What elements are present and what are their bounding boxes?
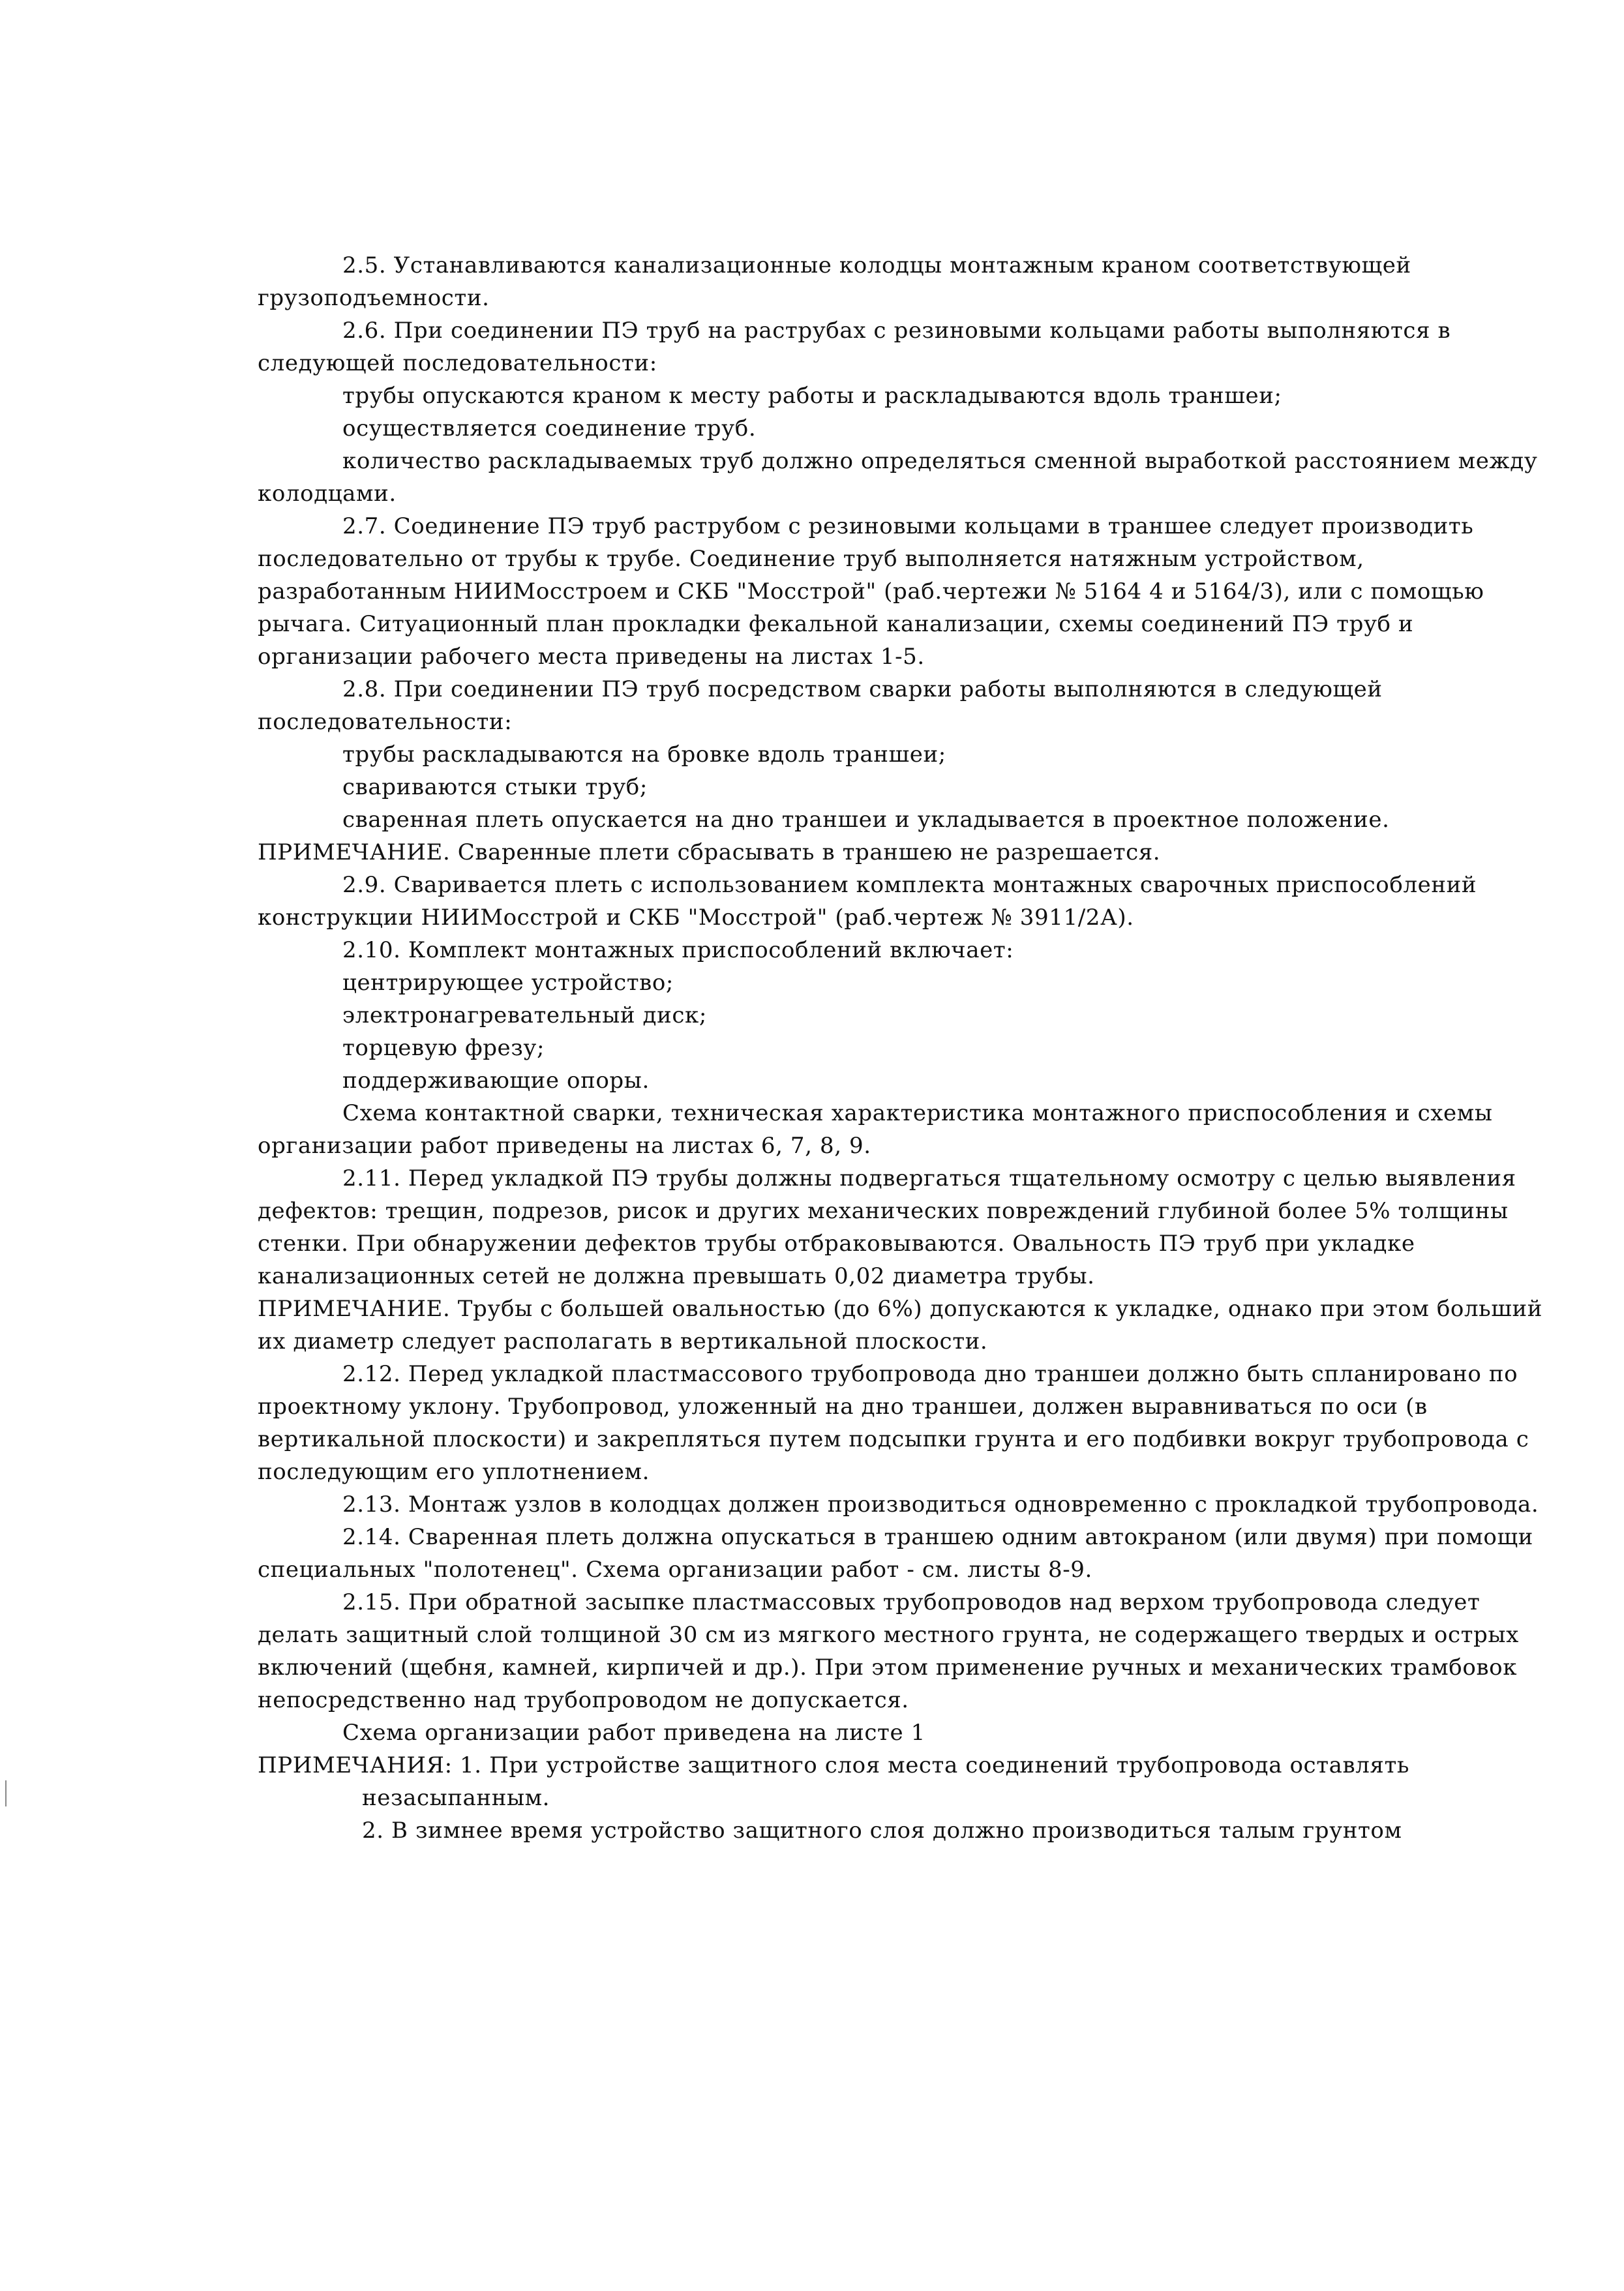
note-line: ПРИМЕЧАНИЕ. Сваренные плети сбрасывать в траншею не разрешается.: [258, 839, 1161, 865]
text-line: сваренная плеть опускается на дно траншеи и укладывается в проектное положение.: [342, 807, 1390, 833]
text-line: трубы опускаются краном к месту работы и раскладываются вдоль траншеи;: [342, 383, 1282, 409]
text-line: 2.9. Сваривается плеть с использованием комплекта монтажных сварочных приспособлений конструкции НИИМосстрой и СКБ "Мосстрой" (раб.чертеж № 3911/2А).: [258, 872, 1477, 931]
text-line: поддерживающие опоры.: [342, 1068, 650, 1094]
text-line: трубы раскладываются на бровке вдоль траншеи;: [342, 741, 946, 768]
text-line: 2.10. Комплект монтажных приспособлений включает:: [342, 937, 1014, 963]
text-line: 2.15. При обратной засыпке пластмассовых трубопроводов над верхом трубопровода следует делать защитный слой толщиной 30 см из мягкого местного грунта, не содержащего твердых и острых включений (щебня, камней, кирпичей и др.). При этом применение ручных и механических трамбовок непосредственно над трубопроводом не допускается.: [258, 1589, 1519, 1713]
text-line: 2.8. При соединении ПЭ труб посредством сварки работы выполняются в следующей последовательности:: [258, 676, 1383, 735]
text-line: 2.7. Соединение ПЭ труб раструбом с резиновыми кольцами в траншее следует производить последовательно от трубы к трубе. Соединение труб выполняется натяжным устройством, разработанным НИИМосстроем и СКБ "Мосстрой" (раб.чертежи № 5164 4 и 5164/3), или с помощью рычага. Ситуационный план прокладки фекальной канализации, схемы соединений ПЭ труб и организации рабочего места приведены на листах 1-5.: [258, 513, 1484, 670]
note-line: ПРИМЕЧАНИЕ. Трубы с большей овальностью (до 6%) допускаются к укладке, однако при этом больший их диаметр следует располагать в вертикальной плоскости.: [258, 1296, 1542, 1355]
text-line: центрирующее устройство;: [342, 970, 674, 996]
text-line: 2.5. Устанавливаются канализационные колодцы монтажным краном соответствующей грузоподъемности.: [258, 252, 1411, 311]
margin-mark: [5, 1780, 7, 1806]
text-line: 2.11. Перед укладкой ПЭ трубы должны подвергаться тщательному осмотру с целью выявления дефектов: трещин, подрезов, рисок и других механических повреждений глубиной более 5% толщины стенки. При обнаружении дефектов трубы отбраковываются. Овальность ПЭ труб при укладке канализационных сетей не должна превышать 0,02 диаметра трубы.: [258, 1165, 1516, 1289]
text-line: 2.13. Монтаж узлов в колодцах должен производиться одновременно с прокладкой трубопровода.: [342, 1491, 1539, 1518]
text-line: 2.14. Сваренная плеть должна опускаться в траншею одним автокраном (или двумя) при помощи специальных "полотенец". Схема организации работ - см. листы 8-9.: [258, 1524, 1533, 1583]
text-line: электронагревательный диск;: [342, 1002, 707, 1028]
note-line: 2. В зимнее время устройство защитного слоя должно производиться талым грунтом: [362, 1818, 1402, 1844]
text-line: 2.12. Перед укладкой пластмассового трубопровода дно траншеи должно быть спланировано по проектному уклону. Трубопровод, уложенный на дно траншеи, должен выравниваться по оси (в вертикальной плоскости) и закрепляться путем подсыпки грунта и его подбивки вокруг трубопровода с последующим его уплотнением.: [258, 1361, 1529, 1485]
text-line: осуществляется соединение труб.: [342, 415, 757, 442]
note-line: ПРИМЕЧАНИЯ: 1. При устройстве защитного слоя места соединений трубопровода оставлять незасыпанным.: [258, 1752, 1409, 1811]
text-line: Схема организации работ приведена на листе 1: [342, 1720, 925, 1746]
text-line: Схема контактной сварки, техническая характеристика монтажного приспособления и схемы организации работ приведены на листах 6, 7, 8, 9.: [258, 1100, 1493, 1159]
document-body: [258, 249, 1549, 1847]
text-line: торцевую фрезу;: [342, 1035, 545, 1061]
text-line: количество раскладываемых труб должно определяться сменной выработкой расстоянием между колодцами.: [258, 448, 1538, 507]
text-line: 2.6. При соединении ПЭ труб на раструбах с резиновыми кольцами работы выполняются в следующей последовательности:: [258, 318, 1451, 376]
text-line: свариваются стыки труб;: [342, 774, 648, 800]
